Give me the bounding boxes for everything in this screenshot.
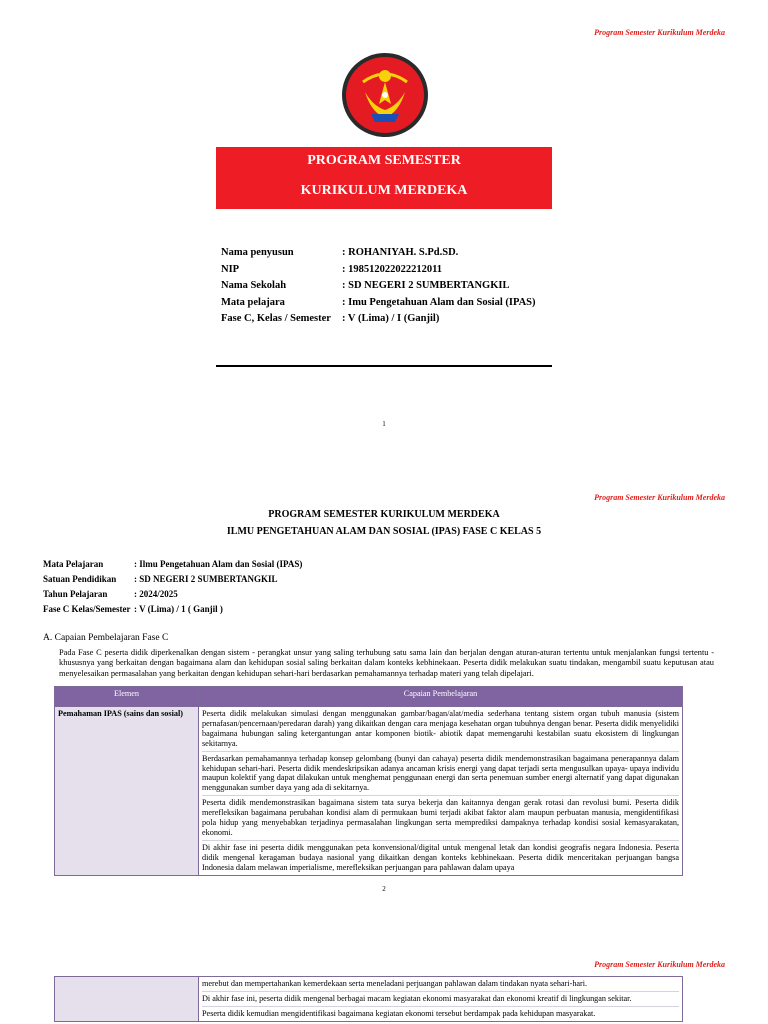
info-value: : ROHANIYAH. S.Pd.SD. (342, 247, 459, 258)
cover-info-row (221, 280, 561, 297)
info-value: : SD NEGERI 2 SUMBERTANGKIL (134, 574, 278, 584)
intro-paragraph: Pada Fase C peserta didik diperkenalkan dengan sistem - perangkat unsur yang saling terhubung satu sama lain dan berjalan dengan aturan-aturan tertentu untuk menjalankan fungsi tertentu - khususnya yang berkaitan dengan bagaimana alam dan kehidupan sosial saling berkaitan dalam konteks kebhinekaan. Peserta didik melakukan suatu tindakan, mengambil suatu keputusan atau menyelesaikan permasalahan yang berkaitan dengan kehidupan sehari-hari berdasarkan pemahamannya terhadap materi yang telah dipelajari. (59, 648, 714, 678)
table-header-row (55, 687, 683, 707)
capaian-paragraph: Peserta didik kemudian mengidentifikasi bagaimana kegiatan ekonomi tersebut berdampak pada kehidupan masyarakat. (202, 1006, 679, 1019)
info-label: Tahun Pelajaran (43, 589, 108, 599)
running-header: Program Semester Kurikulum Merdeka (594, 493, 725, 502)
capaian-paragraph: Di akhir fase ini peserta didik menggunakan peta konvensional/digital untuk mengenal letak dan kondisi geografis negara Indonesia. Peserta didik mengenal keragaman budaya nasional yang dikaitkan dengan konteks kebhinekaan. Peserta didik menceritakan perjuangan bangsa Indonesia dalam melawan imperialisme, merefleksikan perjuangan para pahlawan dalam upaya (202, 840, 679, 873)
elemen-cell (55, 977, 199, 1022)
page-title: PROGRAM SEMESTER KURIKULUM MERDEKA (268, 509, 500, 520)
info-label: Nama penyusun (221, 247, 294, 258)
table-row (55, 707, 683, 876)
elemen-cell: Pemahaman IPAS (sains dan sosial) (55, 707, 199, 876)
page-number: 1 (382, 420, 386, 428)
info-label: Fase C, Kelas / Semester (221, 313, 331, 324)
capaian-paragraph: Di akhir fase ini, peserta didik mengenal berbagai macam kegiatan ekonomi masyarakat dan ekonomi kreatif di lingkungan sekitar. (202, 991, 679, 1004)
info-label: Fase C Kelas/Semester (43, 604, 131, 614)
cover-title-line1: PROGRAM SEMESTER (307, 153, 461, 168)
cp-table-wrapper (54, 686, 684, 884)
col-header-elemen: Elemen (55, 687, 199, 707)
capaian-paragraph: Peserta didik melakukan simulasi dengan menggunakan gambar/bagan/alat/media sederhana tentang sistem organ tubuh manusia (sistem pernafasan/pencernaan/peredaran darah) yang dikaitkan dengan cara menjaga kesehatan organ tubuhnya dengan benar. Peserta didik menyelidiki bagaimana hubungan saling ketergantungan antar komponen biotik- abiotik dapat memengaruhi kestabilan suatu ekosistem di lingkungan sekitarnya. (202, 709, 679, 748)
cp-table-continued (54, 976, 683, 1022)
cover-info-row (221, 313, 561, 330)
page-number: 2 (382, 885, 386, 893)
info-value: : V (Lima) / I (Ganjil) (342, 313, 440, 324)
info-label: Mata pelajara (221, 296, 285, 308)
info-value: : 198512022022212011 (342, 263, 443, 275)
capaian-paragraph: merebut dan mempertahankan kemerdekaan serta meneladani perjuangan pahlawan dalam tindakan nyata sehari-hari. (202, 979, 588, 988)
info-value: : Imu Pengetahuan Alam dan Sosial (IPAS) (342, 296, 536, 308)
capaian-cell (199, 707, 683, 876)
cover-info-row (221, 297, 561, 314)
page-subtitle: ILMU PENGETAHUAN ALAM DAN SOSIAL (IPAS) FASE C KELAS 5 (226, 526, 542, 537)
subject-info-row (43, 589, 443, 604)
info-label: Mata Pelajaran (43, 559, 104, 569)
cp-table (54, 686, 683, 876)
info-label: Nama Sekolah (221, 280, 287, 291)
info-value: : SD NEGERI 2 SUMBERTANGKIL (342, 280, 510, 291)
subject-info-row (43, 604, 443, 619)
capaian-cell (199, 977, 683, 1022)
info-value: : 2024/2025 (134, 589, 178, 599)
cover-title-line2: KURIKULUM MERDEKA (300, 183, 468, 198)
info-value: : V (Lima) / 1 ( Ganjil ) (134, 604, 223, 614)
subject-info-block (43, 559, 443, 619)
running-header: Program Semester Kurikulum Merdeka (594, 28, 725, 37)
cover-info-row (221, 264, 561, 281)
col-header-capaian: Capaian Pembelajaran (199, 687, 683, 707)
running-header: Program Semester Kurikulum Merdeka (594, 960, 725, 969)
subject-info-row (43, 559, 443, 574)
capaian-paragraph: Berdasarkan pemahamannya terhadap konsep gelombang (bunyi dan cahaya) peserta didik mendemonstrasikan bagaimana penerapannya dalam kehidupan sehari-hari. Peserta didik mendeskripsikan adanya ancaman krisis energi yang dapat terjadi serta mengusulkan upaya- upaya individu maupun kolektif yang dapat dilakukan untuk menghemat penggunaan energi dan serta penemuan sumber energi alternatif yang dapat digunakan menggunakan sumber daya yang ada di sekitarnya. (202, 751, 679, 794)
school-emblem-logo (341, 52, 429, 138)
section-heading: A. Capaian Pembelajaran Fase C (43, 633, 169, 643)
subject-info-row (43, 574, 443, 589)
cover-divider (216, 365, 552, 367)
info-label: Satuan Pendidikan (43, 574, 117, 584)
info-value: : Ilmu Pengetahuan Alam dan Sosial (IPAS) (134, 559, 303, 569)
cover-info-row (221, 247, 561, 264)
capaian-paragraph: Peserta didik mendemonstrasikan bagaimana sistem tata surya bekerja dan kaitannya dengan gerak rotasi dan revolusi bumi. Peserta didik merefleksikan bagaimana perubahan kondisi alam di permukaan bumi terjadi akibat faktor alam maupun perbuatan manusia, mengidentifikasi pola hidup yang menyebabkan terjadinya permasalahan lingkungan serta memprediksi dampaknya terhadap kondisi sosial kemasyarakatan, ekonomi. (202, 795, 679, 838)
info-label: NIP (221, 263, 240, 275)
table-row (55, 977, 683, 1022)
cover-title-banner (216, 147, 552, 209)
cp-table-continued-wrapper (54, 976, 684, 1024)
cover-info-block (221, 247, 561, 330)
